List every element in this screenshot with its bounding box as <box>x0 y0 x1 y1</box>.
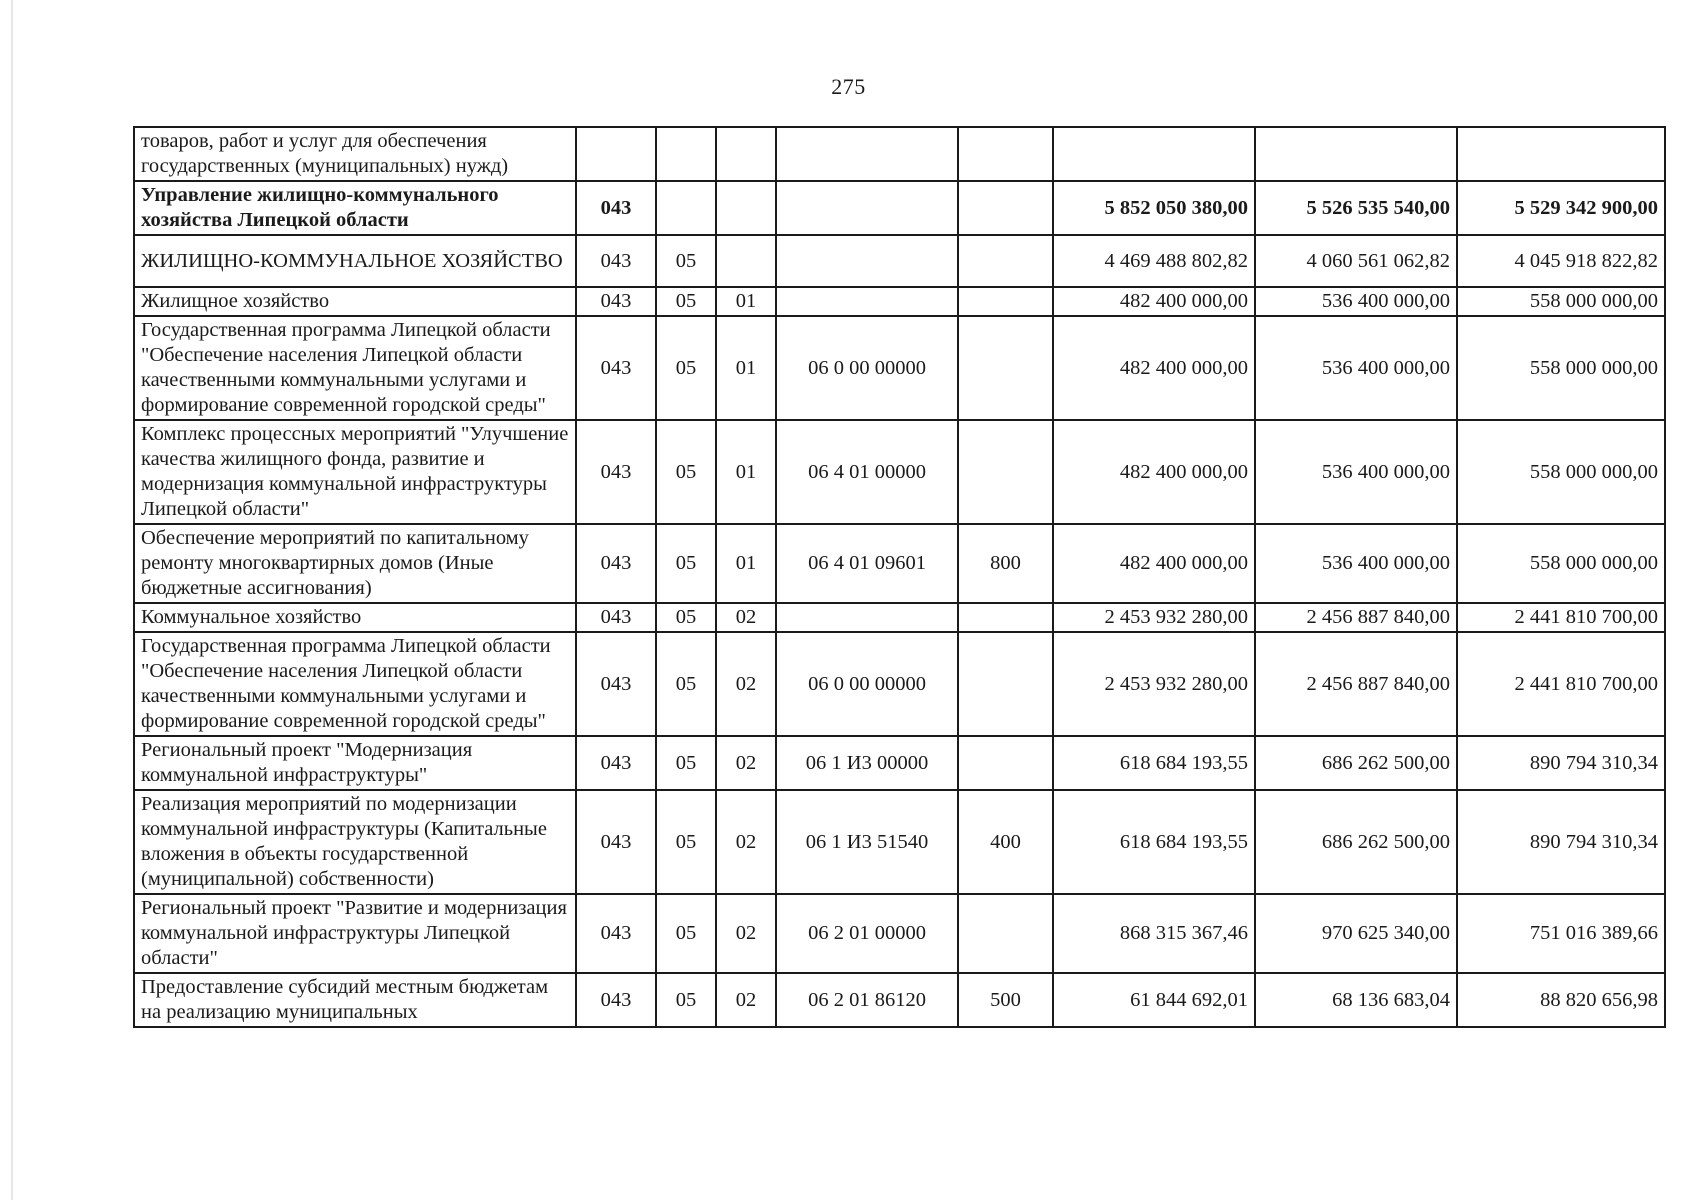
vr-cell <box>958 316 1053 420</box>
amount-year3-cell: 558 000 000,00 <box>1457 524 1665 603</box>
amount-year3-cell: 88 820 656,98 <box>1457 973 1665 1027</box>
vr-cell <box>958 603 1053 632</box>
amount-year2-cell: 68 136 683,04 <box>1255 973 1457 1027</box>
table-row <box>134 632 1665 736</box>
row-name: Региональный проект "Развитие и модернизация коммунальной инфраструктуры Липецкой области" <box>134 894 576 973</box>
amount-year1-cell: 5 852 050 380,00 <box>1053 181 1255 235</box>
gr-cell: 043 <box>576 235 656 287</box>
amount-year2-cell: 2 456 887 840,00 <box>1255 632 1457 736</box>
pr-cell: 02 <box>716 973 776 1027</box>
vr-cell <box>958 632 1053 736</box>
amount-year1-cell: 2 453 932 280,00 <box>1053 632 1255 736</box>
pr-cell: 02 <box>716 790 776 894</box>
vr-cell <box>958 181 1053 235</box>
table-row <box>134 736 1665 790</box>
row-name: Государственная программа Липецкой области "Обеспечение населения Липецкой области качественными коммунальными услугами и формирование современной городской среды" <box>134 632 576 736</box>
vr-cell <box>958 287 1053 316</box>
amount-year1-cell: 2 453 932 280,00 <box>1053 603 1255 632</box>
pr-cell: 02 <box>716 632 776 736</box>
gr-cell: 043 <box>576 603 656 632</box>
gr-cell: 043 <box>576 316 656 420</box>
gr-cell: 043 <box>576 973 656 1027</box>
rz-cell: 05 <box>656 736 716 790</box>
pr-cell <box>716 127 776 181</box>
table-row <box>134 790 1665 894</box>
table-row <box>134 287 1665 316</box>
row-name: ЖИЛИЩНО-КОММУНАЛЬНОЕ ХОЗЯЙСТВО <box>134 235 576 287</box>
table-row <box>134 603 1665 632</box>
rz-cell: 05 <box>656 973 716 1027</box>
amount-year1-cell: 618 684 193,55 <box>1053 736 1255 790</box>
pr-cell <box>716 235 776 287</box>
amount-year2-cell: 536 400 000,00 <box>1255 524 1457 603</box>
page-number: 275 <box>831 74 866 99</box>
row-name: Жилищное хозяйство <box>134 287 576 316</box>
rz-cell: 05 <box>656 235 716 287</box>
row-name-cell <box>134 127 576 181</box>
pr-cell: 01 <box>716 420 776 524</box>
row-name: Государственная программа Липецкой области "Обеспечение населения Липецкой области качественными коммунальными услугами и формирование современной городской среды" <box>134 316 576 420</box>
rz-cell <box>656 181 716 235</box>
pr-cell: 01 <box>716 287 776 316</box>
amount-year3-cell: 751 016 389,66 <box>1457 894 1665 973</box>
row-name: товаров, работ и услуг для обеспечения государственных (муниципальных) нужд) <box>141 130 509 177</box>
amount-year2-cell: 536 400 000,00 <box>1255 287 1457 316</box>
csr-cell <box>776 235 958 287</box>
gr-cell: 043 <box>576 790 656 894</box>
pr-cell: 02 <box>716 736 776 790</box>
csr-cell: 06 0 00 00000 <box>776 632 958 736</box>
vr-cell: 500 <box>958 973 1053 1027</box>
table-row <box>134 235 1665 287</box>
amount-year3-cell: 5 529 342 900,00 <box>1457 181 1665 235</box>
row-name: Предоставление субсидий местным бюджетам на реализацию муниципальных <box>141 976 549 1023</box>
amount-year1-cell: 482 400 000,00 <box>1053 420 1255 524</box>
row-name-cell <box>134 973 576 1027</box>
vr-cell <box>958 420 1053 524</box>
amount-year1-cell: 618 684 193,55 <box>1053 790 1255 894</box>
table-row <box>134 524 1665 603</box>
gr-cell: 043 <box>576 894 656 973</box>
amount-year1-cell <box>1053 127 1255 181</box>
amount-year3-cell: 2 441 810 700,00 <box>1457 632 1665 736</box>
amount-year3-cell: 558 000 000,00 <box>1457 420 1665 524</box>
row-name: Реализация мероприятий по модернизации коммунальной инфраструктуры (Капитальные вложения в объекты государственной (муниципальной) собственности) <box>134 790 576 894</box>
vr-cell: 800 <box>958 524 1053 603</box>
vr-cell <box>958 127 1053 181</box>
amount-year2-cell: 5 526 535 540,00 <box>1255 181 1457 235</box>
rz-cell: 05 <box>656 287 716 316</box>
row-name: Коммунальное хозяйство <box>134 603 576 632</box>
amount-year3-cell: 890 794 310,34 <box>1457 736 1665 790</box>
table-row <box>134 420 1665 524</box>
amount-year1-cell: 4 469 488 802,82 <box>1053 235 1255 287</box>
scan-margin-line <box>11 0 13 1200</box>
vr-cell: 400 <box>958 790 1053 894</box>
gr-cell: 043 <box>576 287 656 316</box>
gr-cell: 043 <box>576 632 656 736</box>
rz-cell: 05 <box>656 316 716 420</box>
csr-cell <box>776 287 958 316</box>
csr-cell: 06 0 00 00000 <box>776 316 958 420</box>
pr-cell: 02 <box>716 894 776 973</box>
amount-year2-cell: 686 262 500,00 <box>1255 736 1457 790</box>
vr-cell <box>958 894 1053 973</box>
amount-year2-cell: 970 625 340,00 <box>1255 894 1457 973</box>
pr-cell: 01 <box>716 524 776 603</box>
gr-cell <box>576 127 656 181</box>
table-row-department-total <box>134 181 1665 235</box>
table-row <box>134 127 1665 181</box>
amount-year2-cell: 536 400 000,00 <box>1255 420 1457 524</box>
amount-year2-cell: 536 400 000,00 <box>1255 316 1457 420</box>
row-name: Обеспечение мероприятий по капитальному ремонту многоквартирных домов (Иные бюджетные ассигнования) <box>134 524 576 603</box>
amount-year3-cell: 4 045 918 822,82 <box>1457 235 1665 287</box>
budget-table <box>133 126 1666 1028</box>
rz-cell: 05 <box>656 632 716 736</box>
csr-cell <box>776 181 958 235</box>
amount-year2-cell <box>1255 127 1457 181</box>
vr-cell <box>958 736 1053 790</box>
csr-cell: 06 1 И3 51540 <box>776 790 958 894</box>
rz-cell: 05 <box>656 790 716 894</box>
rz-cell <box>656 127 716 181</box>
gr-cell: 043 <box>576 420 656 524</box>
row-name: Региональный проект "Модернизация коммунальной инфраструктуры" <box>134 736 576 790</box>
amount-year2-cell: 686 262 500,00 <box>1255 790 1457 894</box>
amount-year3-cell: 558 000 000,00 <box>1457 287 1665 316</box>
amount-year2-cell: 2 456 887 840,00 <box>1255 603 1457 632</box>
amount-year1-cell: 868 315 367,46 <box>1053 894 1255 973</box>
amount-year3-cell: 558 000 000,00 <box>1457 316 1665 420</box>
amount-year1-cell: 482 400 000,00 <box>1053 524 1255 603</box>
gr-cell: 043 <box>576 181 656 235</box>
row-name: Комплекс процессных мероприятий "Улучшение качества жилищного фонда, развитие и модернизация коммунальной инфраструктуры Липецкой области" <box>134 420 576 524</box>
amount-year1-cell: 482 400 000,00 <box>1053 287 1255 316</box>
pr-cell: 01 <box>716 316 776 420</box>
csr-cell: 06 1 И3 00000 <box>776 736 958 790</box>
csr-cell: 06 4 01 09601 <box>776 524 958 603</box>
amount-year2-cell: 4 060 561 062,82 <box>1255 235 1457 287</box>
amount-year3-cell <box>1457 127 1665 181</box>
amount-year1-cell: 61 844 692,01 <box>1053 973 1255 1027</box>
csr-cell: 06 4 01 00000 <box>776 420 958 524</box>
pr-cell: 02 <box>716 603 776 632</box>
amount-year1-cell: 482 400 000,00 <box>1053 316 1255 420</box>
table-row <box>134 973 1665 1027</box>
rz-cell: 05 <box>656 420 716 524</box>
csr-cell: 06 2 01 00000 <box>776 894 958 973</box>
csr-cell <box>776 127 958 181</box>
rz-cell: 05 <box>656 524 716 603</box>
gr-cell: 043 <box>576 736 656 790</box>
rz-cell: 05 <box>656 603 716 632</box>
csr-cell <box>776 603 958 632</box>
row-name: Управление жилищно-коммунального хозяйства Липецкой области <box>134 181 576 235</box>
vr-cell <box>958 235 1053 287</box>
pr-cell <box>716 181 776 235</box>
rz-cell: 05 <box>656 894 716 973</box>
gr-cell: 043 <box>576 524 656 603</box>
amount-year3-cell: 890 794 310,34 <box>1457 790 1665 894</box>
table-row <box>134 316 1665 420</box>
csr-cell: 06 2 01 86120 <box>776 973 958 1027</box>
amount-year3-cell: 2 441 810 700,00 <box>1457 603 1665 632</box>
table-row <box>134 894 1665 973</box>
